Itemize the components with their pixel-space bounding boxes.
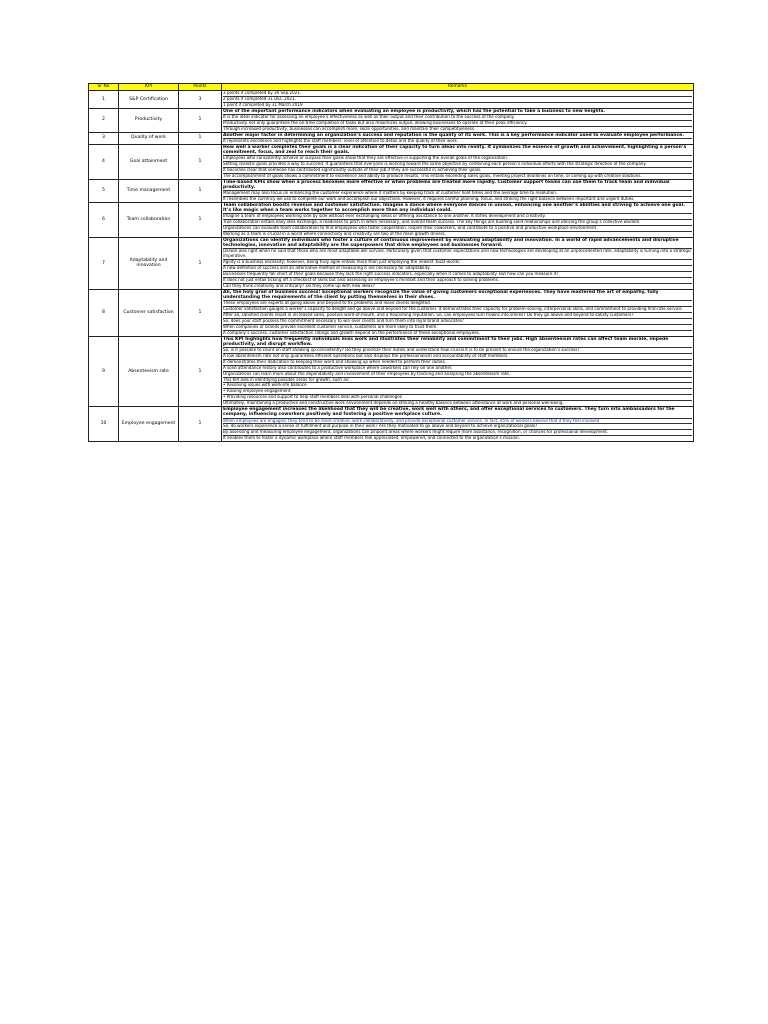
points-cell: 1 xyxy=(179,289,222,336)
header-sr-no: Sr No xyxy=(89,84,119,91)
remark-line: It resembles the currency we use to complete our work and accomplish our objectives. However, it requires careful planning, focus, and striking the right balance between important and urgent duties. xyxy=(223,197,635,202)
remark-line: • Providing resources and support to help staff members deal with personal challenges xyxy=(223,395,692,401)
remark-line[interactable]: When employees are engaged, they tend to be more creative, work collaboratively, and provide exceptional customer service. In fact, 85% of workers believe that if they feel involved xyxy=(223,419,692,425)
remark-line: Ultimately, maintaining a productive and constructive work environment depends on striking a healthy balance between attendance at work and personal well-being. xyxy=(223,401,564,406)
table-row xyxy=(89,336,694,406)
kpi-table xyxy=(88,83,694,442)
remark-line: Organizations can learn more about the dependability and involvement of their employees by tracking and analyzing the absenteeism rate. xyxy=(223,372,692,378)
remark-line: True collaboration entails easy idea exchange, a readiness to pitch in when necessary, and overall team success. The key things are building solid relationships and utilizing the group’s collective wisdom. xyxy=(223,220,692,226)
points-cell: 1 xyxy=(179,336,222,406)
sr-no-cell: 3 xyxy=(89,132,119,144)
remark-line: Agility is a business necessity; however, being truly agile entails more than just employing the newest ‘buzz-words.’ xyxy=(223,260,692,266)
table-row xyxy=(89,203,694,238)
remarks-cell xyxy=(222,179,694,202)
remark-line: A new definition of success and an alternative method of measuring it are necessary for adaptability. xyxy=(223,266,692,272)
remark-line: So, do workers experience a sense of fulfillment and purpose in their work? Are they motivated to go above and beyond to achieve organizational goals? xyxy=(223,424,692,430)
remark-line: Customer satisfaction gauges a worker’s capacity to delight and go above and beyond for the customer. It demonstrates their capacity for problem-solving, interpersonal skills, and commitment to providing first-rate service. xyxy=(223,307,692,313)
remark-line: This KPI aids in identifying possible areas for growth, such as: xyxy=(223,378,692,384)
table-row xyxy=(89,238,694,290)
remark-line: Ah, the holy grail of business success! Exceptional workers recognize the value of giving customers exceptional experiences. They have mastered the art of empathy, fully understanding the requirements of the client by putting themselves in their shoes. xyxy=(223,290,692,301)
remarks-cell xyxy=(222,336,694,406)
sr-no-cell: 5 xyxy=(89,179,119,202)
remark-line: Organizations can evaluate team collaboration to find employees who foster cooperation, inspire their coworkers, and contribute to a positive and productive workplace environment. xyxy=(223,226,692,232)
sr-no-cell: 10 xyxy=(89,407,119,442)
remark-line: 3 points if completed by 30 Sep 2021. xyxy=(223,91,692,97)
sr-no-cell: 9 xyxy=(89,336,119,406)
remark-line: Working as a team is crucial in a world where connectivity and creativity are two of the main growth drivers. xyxy=(223,232,446,237)
remark-line: It does not just entail ticking off a checklist of skills but also assessing an employee’s mindset and their approach to solving problems. xyxy=(223,278,692,284)
remark-line: Setting realistic goals provides a way to succeed. It guarantees that everyone is working toward the same objective by combining each person’s individual efforts with the strategic direction of the company. xyxy=(223,162,692,168)
remark-line: A solid attendance history also contributes to a productive workplace where coworkers can rely on one another. xyxy=(223,366,692,372)
remarks-cell xyxy=(222,132,694,144)
header-points: Points xyxy=(179,84,222,91)
kpi-cell: Employee engagement xyxy=(119,407,179,442)
remark-line: Productivity not only guarantees the on-time completion of tasks but also maximizes output, allowing businesses to operate at their peak efficiency. xyxy=(223,121,692,127)
points-cell: 1 xyxy=(179,407,222,442)
remark-line: Team collaboration boosts revenue and customer satisfaction. Imagine a dance where everyone dances in unison, enhancing one another’s abilities and striving to achieve one goal. It’s like magic when a team works together to accomplish more than any individual could. xyxy=(223,203,692,214)
remark-line: So, is it possible to count on staff showing up consistently? Do they prioritize their duties and understand how crucial it is to be present to ensure the organization’s success? xyxy=(223,348,692,354)
points-cell: 3 xyxy=(179,91,222,109)
remarks-cell xyxy=(222,407,694,442)
table-row xyxy=(89,289,694,336)
remark-line: A low absenteeism rate not only guarantees efficient operations but also displays the professionalism and accountability of staff members. xyxy=(223,354,692,360)
kpi-cell: Customer satisfaction xyxy=(119,289,179,336)
sr-no-cell: 8 xyxy=(89,289,119,336)
remark-line: This KPI highlights how frequently individuals miss work and illustrates their reliability and commitment to their jobs. High absenteeism rates can affect team morale, impede productivity, and disrupt workflow. xyxy=(223,337,692,348)
points-cell: 1 xyxy=(179,132,222,144)
table-row xyxy=(89,407,694,442)
kpi-cell: Time management xyxy=(119,179,179,202)
remark-line: So, does your staff possess the commitment necessary to win over clients and turn them into loyal brand advocates? xyxy=(223,319,692,325)
remark-line: Businesses frequently fall short of their goals because they lack the right success indicators, especially when it comes to adaptability. But how can you measure it? xyxy=(223,272,692,278)
remark-line: • Resolving issues with work-life balance xyxy=(223,383,692,389)
remarks-cell xyxy=(222,289,694,336)
sr-no-cell: 1 xyxy=(89,91,119,109)
remark-line: It demonstrates their dedication to keeping their word and showing up when needed to perform their duties. xyxy=(223,360,692,366)
header-kpi: KPI xyxy=(119,84,179,91)
kpi-cell: Productivity xyxy=(119,108,179,132)
remark-line: Imagine a team of employees working side by side without ever exchanging ideas or offering assistance to one another. It stifles development and creativity. xyxy=(223,214,692,220)
remark-line: One of the important performance indicators when evaluating an employee is productivity, which has the potential to take a business to new heights. xyxy=(223,109,692,115)
table-row xyxy=(89,179,694,202)
remark-line: Darwin was right when he said that those who are most adaptable will survive. Particularly given that customer expectations and new technologies are developing at an unprecedented rate, adaptability is turning into a strategic imperative. xyxy=(223,249,692,259)
sr-no-cell: 7 xyxy=(89,238,119,290)
kpi-cell: Absenteeism rate xyxy=(119,336,179,406)
remark-line: Employee engagement increases the likelihood that they will be creative, work well with others, and offer exceptional services to customers. They turn into ambassadors for the company, influencing coworkers positively and fostering a positive workplace culture. xyxy=(223,407,692,418)
remark-line: It represents excellence and highlights the staff members’ level of attention to detail and the quality of their work. xyxy=(223,138,459,143)
points-cell: 1 xyxy=(179,144,222,179)
points-cell: 1 xyxy=(179,179,222,202)
kpi-cell: Goal attainment xyxy=(119,144,179,179)
sr-no-cell: 6 xyxy=(89,203,119,238)
remarks-cell xyxy=(222,91,694,109)
table-row xyxy=(89,108,694,132)
kpi-cell: Quality of work xyxy=(119,132,179,144)
remark-line: How well a worker completes their goals is a clear indication of their capacity to turn ideas into reality. It symbolizes the essence of growth and achievement, highlighting a person’s commitment, focus, and zeal to reach their goals. xyxy=(223,145,692,156)
remark-line: Management may also focus on enhancing the customer experience where it matters by keeping track of customer hold times and the average time to resolution. xyxy=(223,191,692,197)
remark-line: • Raising employee engagement xyxy=(223,389,692,395)
points-cell: 1 xyxy=(179,203,222,238)
table-row xyxy=(89,91,694,109)
remark-line: After all, satisfied clients result in increased sales, positive word-of-mouth, and a flourishing reputation. So, can employees turn frowns into smiles? Do they go above and beyond to satisfy customers? xyxy=(223,313,692,319)
header-remarks: Remarks xyxy=(222,84,694,91)
remark-line: Time-based KPIs show when a process becomes more effective or when problems are treated more rapidly. Customer support teams can use them to track team and individual productivity. xyxy=(223,180,692,191)
sr-no-cell: 4 xyxy=(89,144,119,179)
remark-line: Employees who consistently achieve or surpass their goals show that they are effective in supporting the overall goals of the organization. xyxy=(223,156,692,162)
remark-line: It enables them to foster a dynamic workplace where staff members feel appreciated, empowered, and connected to the organization’s mission. xyxy=(223,436,520,441)
points-cell: 1 xyxy=(179,238,222,290)
remark-line: Organizations can identify individuals who foster a culture of continuous improvement by evaluating adaptability and innovation. In a world of rapid advancements and disruptive technologies, innovation and adaptability are the superpowers that drive employees and businesses forward. xyxy=(223,238,692,249)
points-cell: 1 xyxy=(179,108,222,132)
remark-line: Through increased productivity, businesses can accomplish more, seize opportunities, and maintain their competitiveness. xyxy=(223,126,476,131)
remark-line: When companies or brands provide excellent customer service, customers are more likely to trust them. xyxy=(223,325,692,331)
remarks-cell xyxy=(222,108,694,132)
table-row xyxy=(89,144,694,179)
remark-line: The accomplishment of goals shows a commitment to excellence and ability to produce results. This entails exceeding sales goals, meeting project deadlines on time, or coming up with creative solutions. xyxy=(223,173,642,178)
remark-line: 2 points if completed 31 DEC 2021. xyxy=(223,97,692,103)
remarks-cell xyxy=(222,203,694,238)
remark-line: It is the ideal indicator for assessing an employee’s effectiveness as well as their output and their contribution to the success of the company. xyxy=(223,115,692,121)
table-row xyxy=(89,132,694,144)
remarks-cell xyxy=(222,238,694,290)
kpi-cell: S&P Certification xyxy=(119,91,179,109)
remarks-cell xyxy=(222,144,694,179)
remark-line: 1 point if completed by 31 March 2019 xyxy=(223,102,303,107)
kpi-cell: Team collaboration xyxy=(119,203,179,238)
remark-line: These employees are experts at going above and beyond to fix problems and leave clients delighted. xyxy=(223,301,692,307)
remark-line: By assessing and measuring employee engagement, organizations can pinpoint areas where workers might require more assistance, recognition, or chances for professional development. xyxy=(223,430,692,436)
remark-line: A company’s success, customer satisfaction ratings and growth depend on the performance of these exceptional employees. xyxy=(223,330,481,335)
kpi-cell: Adaptability and innovation xyxy=(119,238,179,290)
remark-line: Can they think creatively and critically? Do they come up with new ideas? xyxy=(223,283,375,288)
remark-line: Another major factor in determining an organization’s success and reputation is the quality of its work. This is a key performance indicator used to evaluate employee performance. xyxy=(223,133,692,139)
sr-no-cell: 2 xyxy=(89,108,119,132)
remark-line: It becomes clear that someone has contributed significantly outside of their job if they are successful in achieving their goals. xyxy=(223,168,692,174)
header-row xyxy=(89,84,694,91)
